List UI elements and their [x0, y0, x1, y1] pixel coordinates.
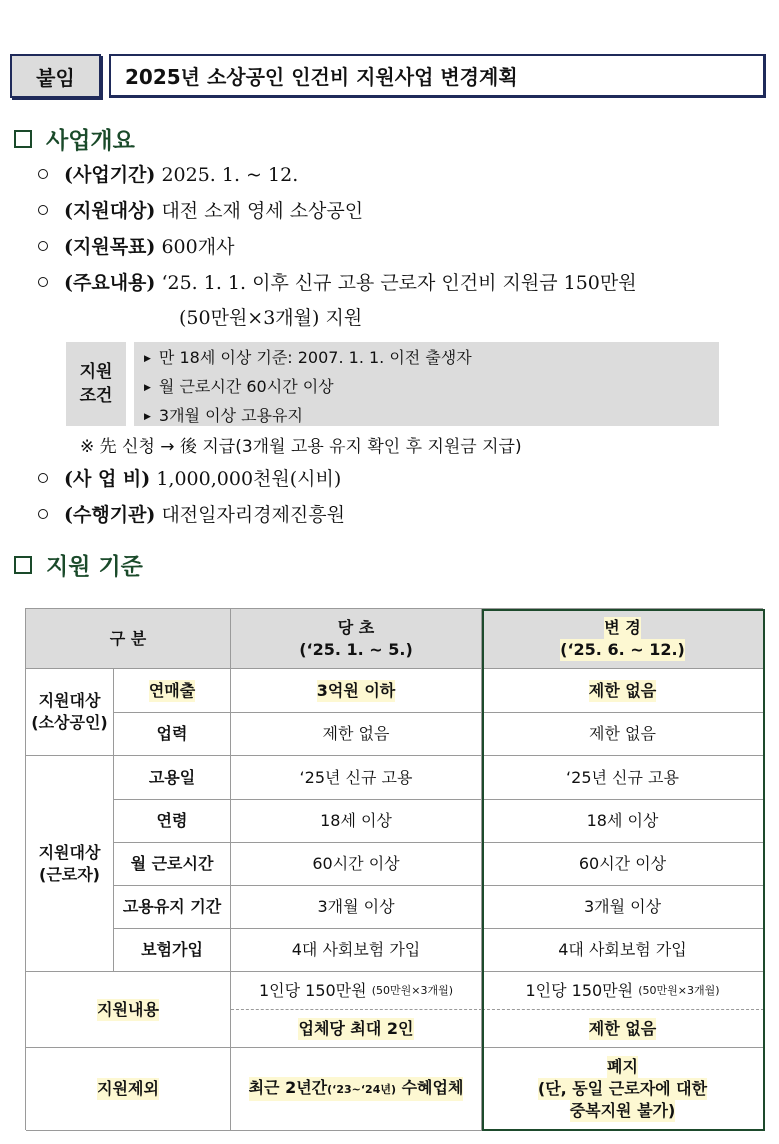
cell-after-support-amount: 1인당 150만원 (50만원×3개월) [482, 972, 764, 1010]
criteria-table [25, 608, 763, 1130]
cell-after-age: 18세 이상 [482, 800, 764, 843]
condition-item: ▶ 월 근로시간 60시간 이상 [144, 377, 334, 396]
cell-before-history: 제한 없음 [231, 713, 482, 756]
cell-after-work-hours: 60시간 이상 [482, 843, 764, 886]
attachment-header [10, 54, 766, 98]
document-title: 2025년 소상공인 인건비 지원사업 변경계획 [109, 54, 766, 98]
row-label-support-content: 지원내용 [26, 972, 231, 1048]
cell-after-insurance: 4대 사회보험 가입 [482, 929, 764, 972]
cell-before-hire-date: ‘25년 신규 고용 [231, 756, 482, 800]
support-condition-box [66, 342, 719, 426]
header-after: 변 경 (‘25. 6. ~ 12.) [482, 609, 764, 669]
cell-after-exclusion: 폐지 (단, 동일 근로자에 대한 중복지원 불가) [482, 1048, 764, 1131]
overview-item-content-continued: (50만원×3개월) 지원 [179, 307, 363, 329]
header-before: 당 초 (‘25. 1. ~ 5.) [231, 609, 482, 669]
group-business: 지원대상 (소상공인) [26, 669, 114, 756]
row-label-work-hours: 월 근로시간 [114, 843, 231, 886]
condition-label: 지원 조건 [66, 342, 126, 426]
cell-before-age: 18세 이상 [231, 800, 482, 843]
checkbox-square-icon [14, 556, 32, 574]
row-label-exclusion: 지원제외 [26, 1048, 231, 1131]
header-category: 구 분 [26, 609, 231, 669]
cell-before-insurance: 4대 사회보험 가입 [231, 929, 482, 972]
cell-before-support-limit: 업체당 최대 2인 [231, 1010, 482, 1048]
overview-item-agency: (수행기관) 대전일자리경제진흥원 [38, 500, 345, 527]
row-label-retention: 고용유지 기간 [114, 886, 231, 929]
section-criteria-title: 지원 기준 [46, 554, 143, 580]
cell-before-support-amount: 1인당 150만원 (50만원×3개월) [231, 972, 482, 1010]
overview-item-content: (주요내용) ‘25. 1. 1. 이후 신규 고용 근로자 인건비 지원금 150만원 [38, 268, 637, 295]
cell-after-revenue: 제한 없음 [482, 669, 764, 713]
cell-after-support-limit: 제한 없음 [482, 1010, 764, 1048]
condition-item: ▶ 3개월 이상 고용유지 [144, 406, 303, 425]
cell-before-retention: 3개월 이상 [231, 886, 482, 929]
row-label-insurance: 보험가입 [114, 929, 231, 972]
overview-item-goal: (지원목표) 600개사 [38, 232, 234, 259]
bullet-circle-icon [38, 473, 48, 483]
bullet-circle-icon [38, 169, 48, 179]
row-label-revenue: 연매출 [114, 669, 231, 713]
row-label-age: 연령 [114, 800, 231, 843]
overview-item-period: (사업기간) 2025. 1. ~ 12. [38, 160, 298, 187]
cell-before-work-hours: 60시간 이상 [231, 843, 482, 886]
condition-item: ▶ 만 18세 이상 기준: 2007. 1. 1. 이전 출생자 [144, 348, 472, 367]
triangle-right-icon: ▶ [144, 383, 151, 393]
bullet-circle-icon [38, 241, 48, 251]
bullet-circle-icon [38, 277, 48, 287]
bullet-circle-icon [38, 205, 48, 215]
cell-before-revenue: 3억원 이하 [231, 669, 482, 713]
triangle-right-icon: ▶ [144, 412, 151, 422]
row-label-hire-date: 고용일 [114, 756, 231, 800]
row-label-history: 업력 [114, 713, 231, 756]
triangle-right-icon: ▶ [144, 354, 151, 364]
cell-before-exclusion: 최근 2년간(‘23~‘24년) 수혜업체 [231, 1048, 482, 1131]
group-worker: 지원대상 (근로자) [26, 756, 114, 972]
section-overview-heading [14, 122, 135, 155]
cell-after-retention: 3개월 이상 [482, 886, 764, 929]
overview-item-budget: (사 업 비) 1,000,000천원(시비) [38, 464, 341, 491]
overview-item-target: (지원대상) 대전 소재 영세 소상공인 [38, 196, 363, 223]
checkbox-square-icon [14, 130, 32, 148]
bullet-circle-icon [38, 509, 48, 519]
attachment-tag: 붙임 [10, 54, 101, 98]
section-overview-title: 사업개요 [46, 128, 135, 154]
payment-note: ※ 先 신청 → 後 지급(3개월 고용 유지 확인 후 지원금 지급) [80, 437, 522, 457]
cell-after-history: 제한 없음 [482, 713, 764, 756]
cell-after-hire-date: ‘25년 신규 고용 [482, 756, 764, 800]
section-criteria-heading [14, 548, 143, 581]
condition-list [134, 342, 719, 426]
